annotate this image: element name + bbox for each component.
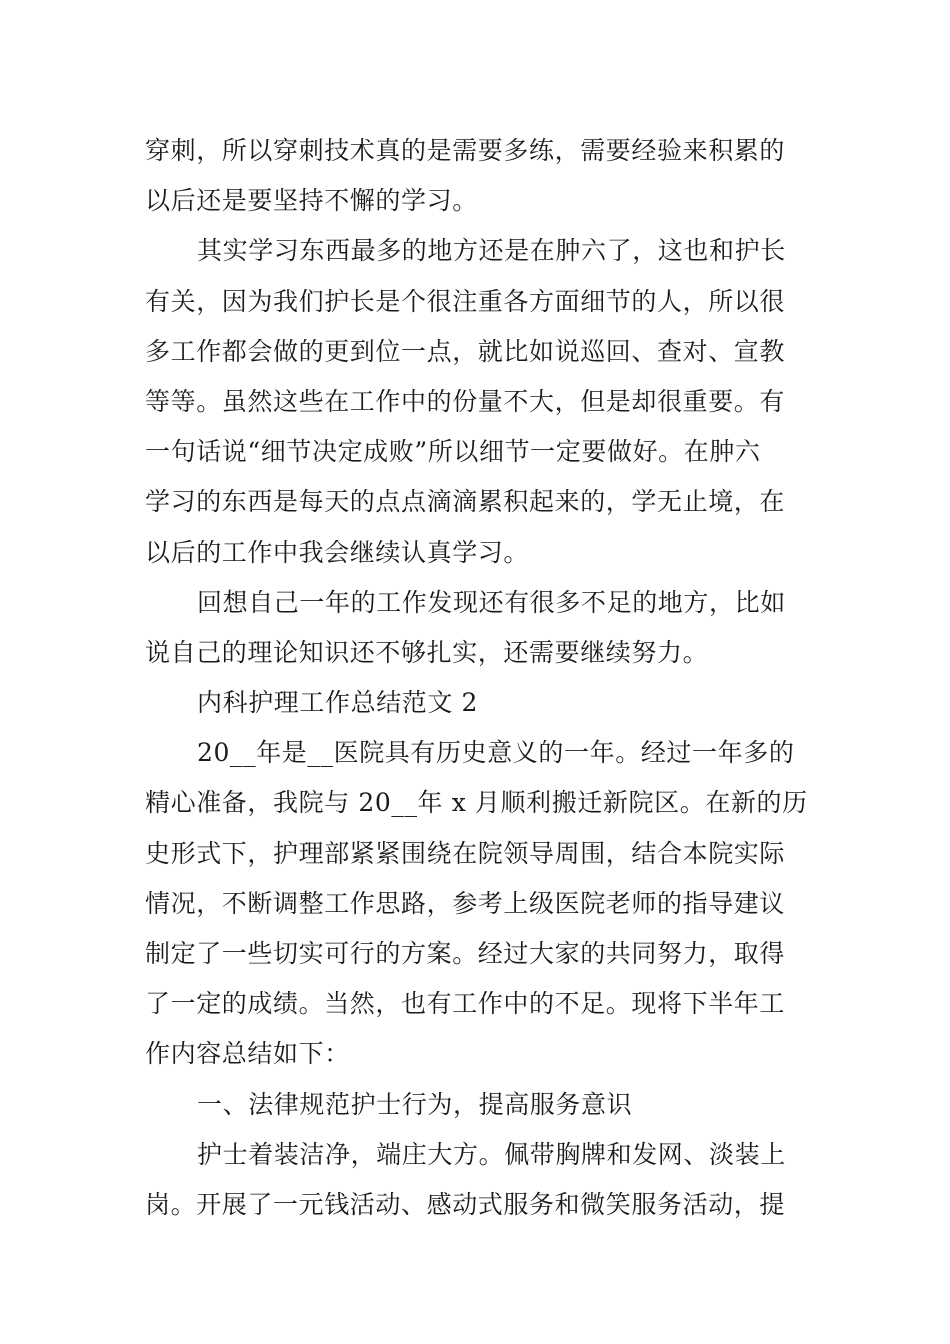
text-line: 有关，因为我们护长是个很注重各方面细节的人，所以很: [145, 286, 786, 316]
text-line: 回想自己一年的工作发现还有很多不足的地方，比如: [197, 587, 786, 617]
text-line: 内科护理工作总结范文 2: [197, 688, 479, 718]
text-line: 其实学习东西最多的地方还是在肿六了，这也和护长: [197, 236, 786, 266]
document-body: [145, 126, 808, 1230]
text-line: 穿刺，所以穿刺技术真的是需要多练，需要经验来积累的: [145, 136, 786, 165]
text-line: 了一定的成绩。当然，也有工作中的不足。现将下半年工: [145, 989, 786, 1019]
text-line: 以后的工作中我会继续认真学习。: [145, 537, 530, 567]
text-line: 护士着装洁净，端庄大方。佩带胸牌和发网、淡装上: [197, 1139, 786, 1169]
text-line: 学习的东西是每天的点点滴滴累积起来的，学无止境，在: [145, 487, 786, 517]
text-line: 说自己的理论知识还不够扎实，还需要继续努力。: [145, 637, 709, 667]
text-line: 岗。开展了一元钱活动、感动式服务和微笑服务活动，提: [145, 1189, 786, 1219]
text-line: 史形式下，护理部紧紧围绕在院领导周围，结合本院实际: [145, 838, 786, 868]
text-line: 情况，不断调整工作思路，参考上级医院老师的指导建议: [145, 888, 786, 918]
text-line: 一句话说“细节决定成败”所以细节一定要做好。在肿六: [145, 437, 761, 467]
text-line: 以后还是要坚持不懈的学习。: [145, 186, 478, 216]
text-line: 精心准备，我院与 20__年 x 月顺利搬迁新院区。在新的历: [145, 788, 808, 818]
text-line: 一、法律规范护士行为，提高服务意识: [197, 1089, 633, 1119]
text-line: 作内容总结如下：: [145, 1039, 350, 1069]
text-line: 制定了一些切实可行的方案。经过大家的共同努力，取得: [145, 939, 786, 968]
text-line: 等等。虽然这些在工作中的份量不大，但是却很重要。有: [145, 386, 786, 416]
text-line: 多工作都会做的更到位一点，就比如说巡回、查对、宣教: [145, 336, 786, 366]
text-line: 20__年是__医院具有历史意义的一年。经过一年多的: [197, 738, 795, 768]
